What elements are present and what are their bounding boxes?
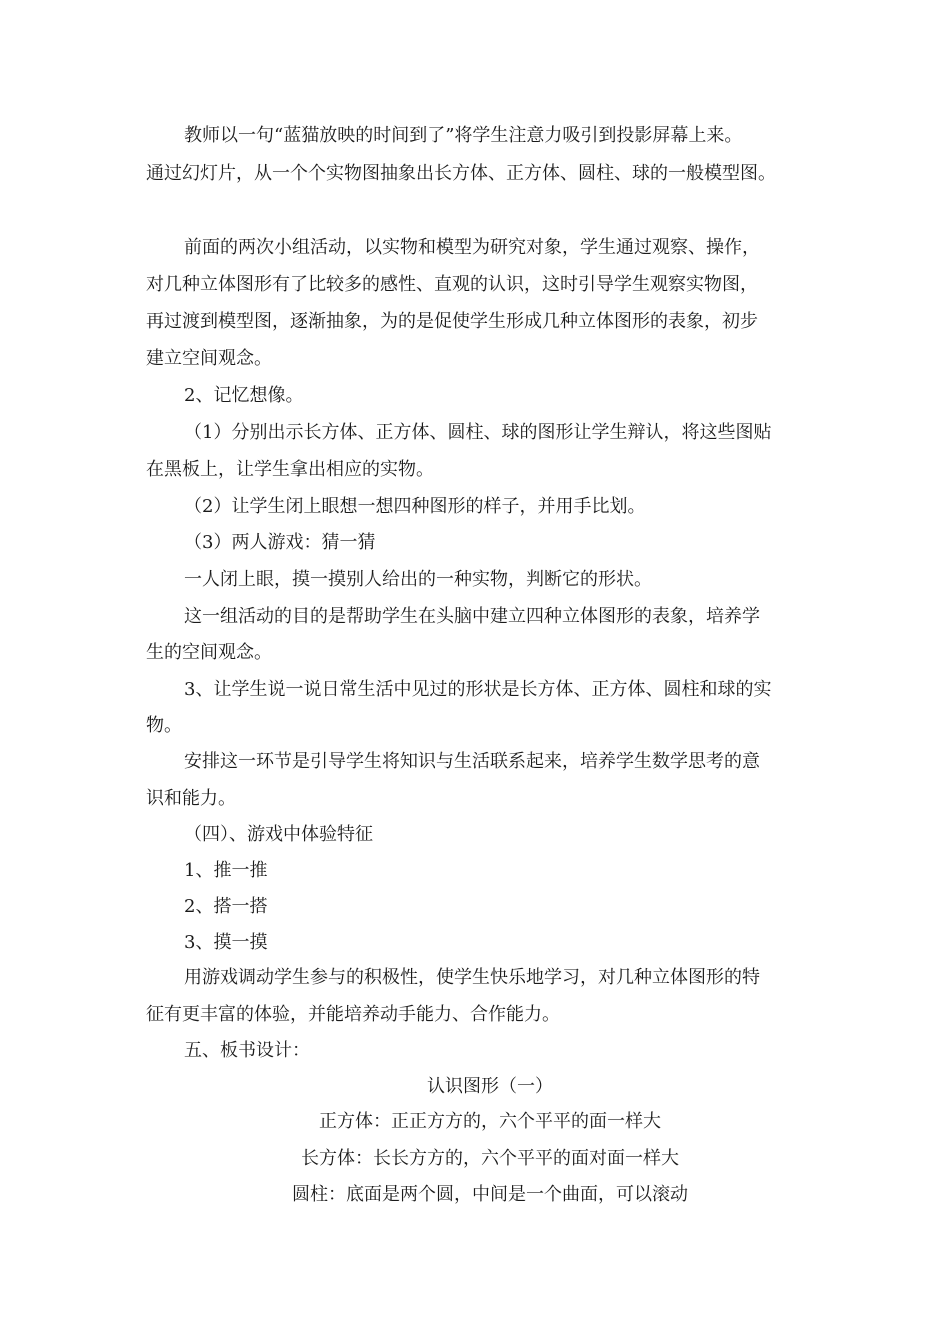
board-title: 认识图形（一） — [427, 1076, 553, 1097]
board-item: 正方体：正正方方的，六个平平的面一样大 — [319, 1111, 661, 1132]
text-line: 前面的两次小组活动，以实物和模型为研究对象，学生通过观察、操作， — [184, 237, 760, 258]
board-item: 长方体：长长方方的，六个平平的面对面一样大 — [301, 1148, 679, 1169]
text-line: 安排这一环节是引导学生将知识与生活联系起来，培养学生数学思考的意 — [184, 751, 760, 772]
section-heading: 2、记忆想像。 — [184, 385, 304, 406]
text-line: 这一组活动的目的是帮助学生在头脑中建立四种立体图形的表象，培养学 — [184, 606, 760, 627]
list-item: 3、摸一摸 — [184, 932, 268, 953]
list-item: 2、搭一搭 — [184, 896, 268, 917]
section-heading: 五、板书设计： — [184, 1040, 310, 1061]
text-line: 再过渡到模型图，逐渐抽象，为的是促使学生形成几种立体图形的表象，初步 — [146, 311, 758, 332]
text-line: 用游戏调动学生参与的积极性，使学生快乐地学习，对几种立体图形的特 — [184, 967, 760, 988]
section-heading: （四）、游戏中体验特征 — [184, 824, 373, 845]
list-item: 1、推一推 — [184, 860, 268, 881]
text-line: 建立空间观念。 — [146, 348, 272, 369]
text-line: 对几种立体图形有了比较多的感性、直观的认识，这时引导学生观察实物图， — [146, 274, 758, 295]
section-heading: 物。 — [146, 715, 182, 736]
text-line: 在黑板上，让学生拿出相应的实物。 — [146, 459, 434, 480]
text-line: 生的空间观念。 — [146, 642, 272, 663]
text-line: （3）两人游戏：猜一猜 — [184, 532, 376, 553]
text-line: 通过幻灯片，从一个个实物图抽象出长方体、正方体、圆柱、球的一般模型图。 — [146, 163, 776, 184]
text-line: （1）分别出示长方体、正方体、圆柱、球的图形让学生辩认，将这些图贴 — [184, 422, 772, 443]
text-line: 征有更丰富的体验，并能培养动手能力、合作能力。 — [146, 1004, 560, 1025]
text-line: （2）让学生闭上眼想一想四种图形的样子，并用手比划。 — [184, 496, 646, 517]
text-line: 识和能力。 — [146, 788, 236, 809]
board-item: 圆柱：底面是两个圆，中间是一个曲面，可以滚动 — [292, 1184, 688, 1205]
section-heading: 3、让学生说一说日常生活中见过的形状是长方体、正方体、圆柱和球的实 — [184, 679, 772, 700]
text-line: 教师以一句“蓝猫放映的时间到了”将学生注意力吸引到投影屏幕上来。 — [184, 125, 743, 146]
text-line: 一人闭上眼，摸一摸别人给出的一种实物，判断它的形状。 — [184, 569, 652, 590]
